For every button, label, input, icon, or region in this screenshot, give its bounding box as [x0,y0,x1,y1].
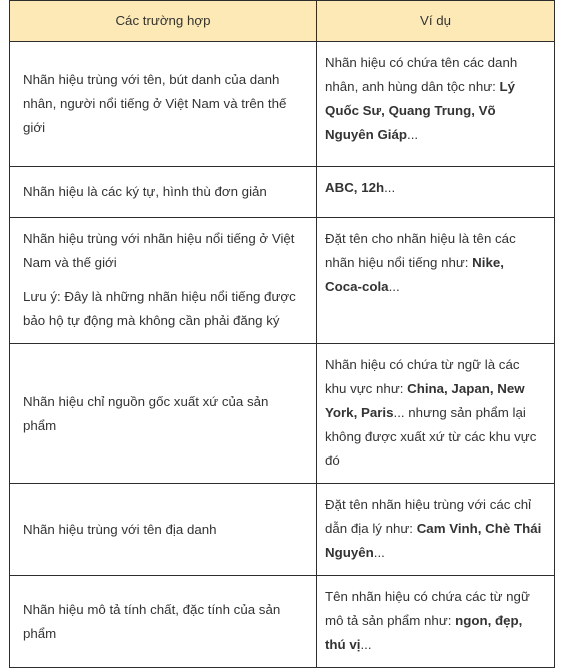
example-cell [317,576,555,668]
example-suffix: ... [384,180,396,195]
table-row [10,167,555,218]
case-note: Lưu ý: Đây là những nhãn hiệu nổi tiếng được bảo hộ tự động mà không cần phải đăng ký [23,289,296,328]
case-cell: Nhãn hiệu trùng với tên địa danh [10,484,317,576]
example-suffix: ... [360,637,372,652]
example-suffix: ... nhưng sản phẩm lại không được xuất xứ từ các khu vực đó [325,405,537,468]
example-highlight: ABC, 12h [325,180,385,195]
table-row [10,484,555,576]
case-text: Nhãn hiệu trùng với nhãn hiệu nổi tiếng ở Việt Nam và thế giới [23,231,295,270]
example-text: Nhãn hiệu có chứa từ ngữ là các khu vực như: [325,357,520,396]
case-cell: Nhãn hiệu chỉ nguồn gốc xuất xứ của sản phẩm [10,344,317,484]
example-cell [317,484,555,576]
example-cell [317,42,555,167]
example-highlight: Cam Vinh, Chè Thái Nguyên [325,521,542,560]
example-highlight: China, Japan, New York, Paris [325,381,525,420]
case-cell: Nhãn hiệu mô tả tính chất, đặc tính của sản phẩm [10,576,317,668]
example-text: Tên nhãn hiệu có chứa các từ ngữ mô tả sản phẩm như: [325,589,530,628]
example-suffix: ... [388,279,400,294]
table-row [10,42,555,167]
case-cell: Nhãn hiệu trùng với tên, bút danh của danh nhân, người nổi tiếng ở Việt Nam và trên thế giới [10,42,317,167]
example-cell [317,167,555,218]
example-highlight: ngon, đẹp, thú vị [325,613,523,652]
example-cell [317,218,555,344]
trademark-cases-table [9,0,555,668]
example-text: Đặt tên nhãn hiệu trùng với các chỉ dẫn địa lý như: [325,497,532,536]
table-row [10,576,555,668]
table-row [10,218,555,344]
example-suffix: ... [373,545,385,560]
example-text: Nhãn hiệu có chứa tên các danh nhân, anh hùng dân tộc như: [325,55,518,94]
table-header-row [10,1,555,42]
example-highlight: Lý Quốc Sư, Quang Trung, Võ Nguyên Giáp [325,79,516,142]
example-cell [317,344,555,484]
case-cell: Nhãn hiệu là các ký tự, hình thù đơn giản [10,167,317,218]
example-text: Đặt tên cho nhãn hiệu là tên các nhãn hiệu nổi tiếng như: [325,231,516,270]
table-row [10,344,555,484]
case-cell [10,218,317,344]
example-suffix: ... [407,127,419,142]
header-cases: Các trường hợp [10,1,317,42]
example-highlight: Nike, Coca-cola [325,255,504,294]
header-examples: Ví dụ [317,1,555,42]
